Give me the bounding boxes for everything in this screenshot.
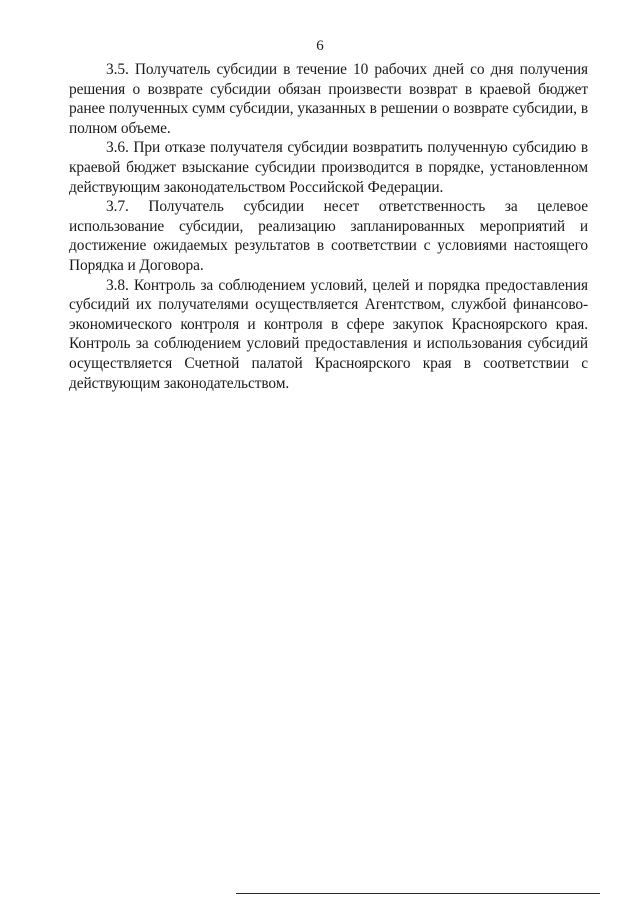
paragraph-3-8: 3.8. Контроль за соблюдением условий, целей и порядка предоставления субсидий их получателями осуществляется Агентством, службой финансово-экономического контроля и контроля в сфере закупок Красноярского края. Контроль за соблюдением условий предоставления и использования субсидий осуществляется Счетной палатой Красноярского края в соответствии с действующим законодательством. bbox=[69, 276, 588, 392]
page-number: 6 bbox=[316, 38, 324, 54]
bottom-rule bbox=[236, 893, 600, 894]
paragraph-3-5: 3.5. Получатель субсидии в течение 10 рабочих дней со дня получения решения о возврате субсидии обязан произвести возврат в краевой бюджет ранее полученных сумм субсидии, указанных в решении о возврате субсидии, в полном объеме. bbox=[69, 61, 588, 137]
document-body bbox=[69, 60, 588, 393]
paragraph-3-6: 3.6. При отказе получателя субсидии возвратить полученную субсидию в краевой бюджет взыскание субсидии производится в порядке, установленном действующим законодательством Российской Федерации. bbox=[69, 139, 588, 196]
paragraph-3-7: 3.7. Получатель субсидии несет ответственность за целевое использование субсидии, реализацию запланированных мероприятий и достижение ожидаемых результатов в соответствии с условиями настоящего Порядка и Договора. bbox=[69, 198, 588, 274]
